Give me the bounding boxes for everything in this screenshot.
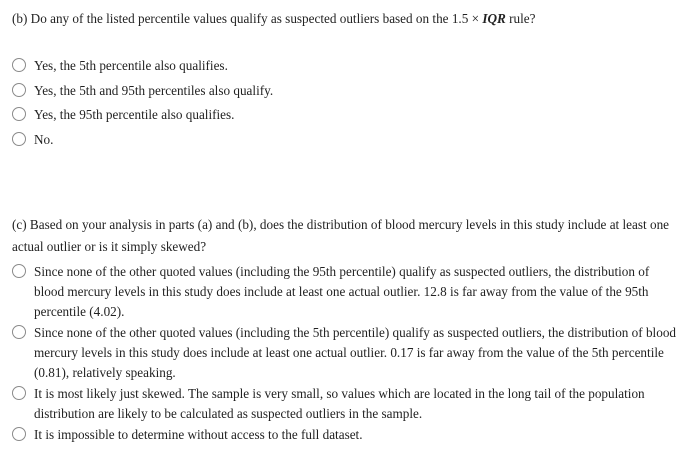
question-b <box>12 8 676 154</box>
option-b-3[interactable] <box>12 105 676 130</box>
option-label: Yes, the 95th percentile also qualifies. <box>34 107 235 122</box>
option-label: No. <box>34 131 54 147</box>
radio-button[interactable] <box>12 386 26 400</box>
radio-button[interactable] <box>12 83 26 97</box>
option-label: It is most likely just skewed. The sample is very small, so values which are located in the long tail of the population distribution are likely to be calculated as suspected outliers in the sample. <box>34 386 645 421</box>
radio-button[interactable] <box>12 107 26 121</box>
option-b-4[interactable] <box>12 130 676 155</box>
question-c-text: (c) Based on your analysis in parts (a) and (b), does the distribution of blood mercury levels in this study include at least one actual outlier or is it simply skewed? <box>12 217 670 254</box>
option-label: It is impossible to determine without access to the full dataset. <box>34 427 363 442</box>
option-b-2[interactable] <box>12 81 676 106</box>
question-b-text <box>12 8 676 30</box>
option-label: Yes, the 5th and 95th percentiles also qualify. <box>34 82 274 98</box>
option-label: Since none of the other quoted values (including the 95th percentile) qualify as suspected outliers, the distribution of blood mercury levels in this study does include at least one actual outlier. 12.8 is far away from the value of the 95th percentile (4.02). <box>34 264 650 319</box>
option-b-1[interactable] <box>12 56 676 81</box>
question-c <box>12 214 676 446</box>
radio-button[interactable] <box>12 427 26 441</box>
option-c-2[interactable] <box>12 323 676 383</box>
option-c-3[interactable] <box>12 384 676 424</box>
option-c-1[interactable] <box>12 262 676 322</box>
option-label: Since none of the other quoted values (including the 5th percentile) qualify as suspected outliers, the distribution of blood mercury levels in this study does include at least one actual outlier. 0.17 is far away from the value of the 5th percentile (0.81), relatively speaking. <box>34 325 677 380</box>
iqr-term: IQR <box>482 11 506 26</box>
radio-button[interactable] <box>12 325 26 339</box>
option-c-4[interactable] <box>12 425 676 445</box>
question-b-suffix: rule? <box>505 11 536 26</box>
radio-button[interactable] <box>12 58 26 72</box>
question-b-prefix: (b) Do any of the listed percentile values qualify as suspected outliers based on the 1.5 × <box>12 11 483 26</box>
question-b-options <box>12 56 676 154</box>
question-c-options <box>12 262 676 445</box>
option-label: Yes, the 5th percentile also qualifies. <box>34 58 228 73</box>
radio-button[interactable] <box>12 132 26 146</box>
radio-button[interactable] <box>12 264 26 278</box>
